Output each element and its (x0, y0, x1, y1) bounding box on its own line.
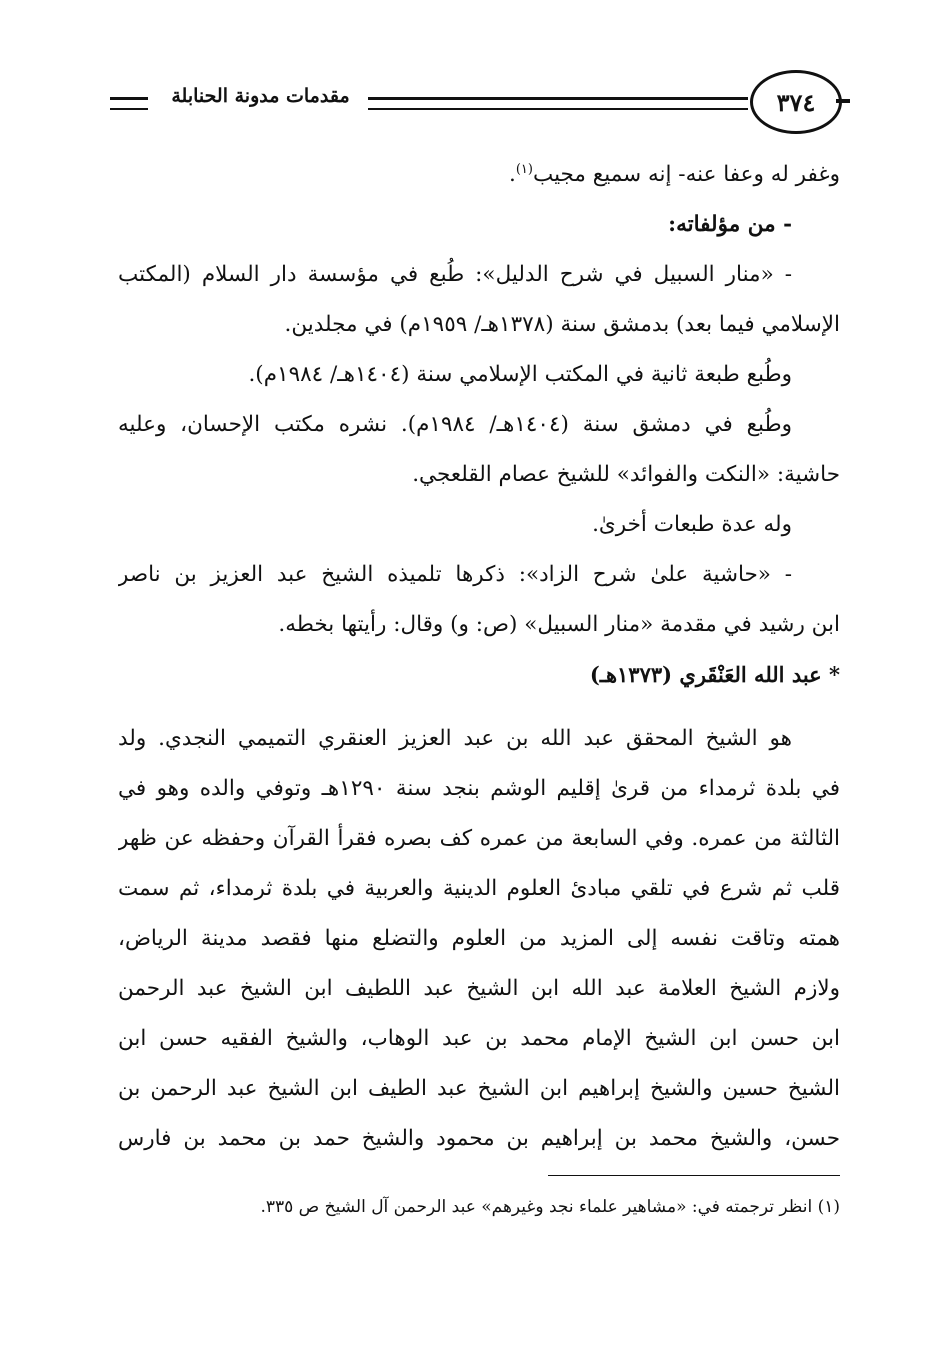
header-rule-middle (368, 97, 748, 110)
text-line: الشيخ حسين والشيخ إبراهيم ابن الشيخ عبد الطيف ابن الشيخ عبد الرحمن بن (118, 1076, 840, 1101)
text-line: وطُبع في دمشق سنة (١٤٠٤هـ/ ١٩٨٤م). نشره مكتب الإحسان، وعليه (118, 412, 793, 437)
section-heading: * عبد الله العَنْقَري (١٣٧٣هـ) (589, 662, 840, 687)
header-rule-right (836, 99, 850, 103)
footnote-separator (548, 1175, 840, 1176)
text-line: همته وتاقت نفسه إلى المزيد من العلوم والتضلع منها فقصد مدينة الرياض، (118, 926, 840, 951)
text-line (118, 150, 840, 200)
text-line: وله عدة طبعات أخرىٰ. (592, 512, 792, 537)
text-line: حسن، والشيخ محمد بن إبراهيم بن محمود والشيخ حمد بن محمد بن فارس (118, 1126, 840, 1151)
text-line: ابن رشيد في مقدمة «منار السبيل» (ص: و) وقال: رأيتها بخطه. (278, 612, 840, 637)
text-line: هو الشيخ المحقق عبد الله بن عبد العزيز العنقري التميمي النجدي. ولد (118, 726, 792, 751)
text-line: قلب ثم شرع في تلقي مبادئ العلوم الدينية والعربية في بلدة ثرمداء، ثم سمت (118, 876, 840, 901)
footnote: (١) انظر ترجمته في: «مشاهير علماء نجد وغيرهم» عبد الرحمن آل الشيخ ص ٣٣٥. (260, 1197, 840, 1217)
header-rule-left (110, 97, 148, 110)
text-line: حاشية: «النكت والفوائد» للشيخ عصام القلعجي. (412, 462, 840, 487)
page-header (110, 68, 850, 130)
spacer (118, 700, 840, 714)
text-span: وغفر له وعفا عنه- إنه سميع مجيب (532, 162, 840, 187)
footnote-ref: (١) (515, 161, 533, 177)
page-number: ٣٧٤ (750, 70, 842, 134)
main-text (118, 150, 840, 1164)
text-line: ابن حسن ابن الشيخ الإمام محمد بن عبد الوهاب، والشيخ الفقيه حسن ابن (118, 1026, 840, 1051)
text-line: في بلدة ثرمداء من قرىٰ إقليم الوشم بنجد سنة ١٢٩٠هـ وتوفي والده وهو في (118, 776, 840, 801)
text-line: ولازم الشيخ العلامة عبد الله ابن الشيخ عبد اللطيف ابن الشيخ عبد الرحمن (118, 976, 840, 1001)
running-title: مقدمات مدونة الحنابلة (171, 85, 350, 107)
text-span: . (508, 162, 516, 187)
text-line: الثالثة من عمره. وفي السابعة من عمره كف بصره فقرأ القرآن وحفظه عن ظهر (118, 826, 840, 851)
text-line: الإسلامي فيما بعد) بدمشق سنة (١٣٧٨هـ/ ١٩٥٩م) في مجلدين. (284, 312, 840, 337)
section-label: - من مؤلفاته: (668, 212, 792, 237)
text-line: وطُبع طبعة ثانية في المكتب الإسلامي سنة (١٤٠٤هـ/ ١٩٨٤م). (248, 362, 792, 387)
text-line: - «منار السبيل في شرح الدليل»: طُبع في مؤسسة دار السلام (المكتب (118, 262, 792, 287)
text-line: - «حاشية علىٰ شرح الزاد»: ذكرها تلميذه الشيخ عبد العزيز بن ناصر (118, 562, 792, 587)
